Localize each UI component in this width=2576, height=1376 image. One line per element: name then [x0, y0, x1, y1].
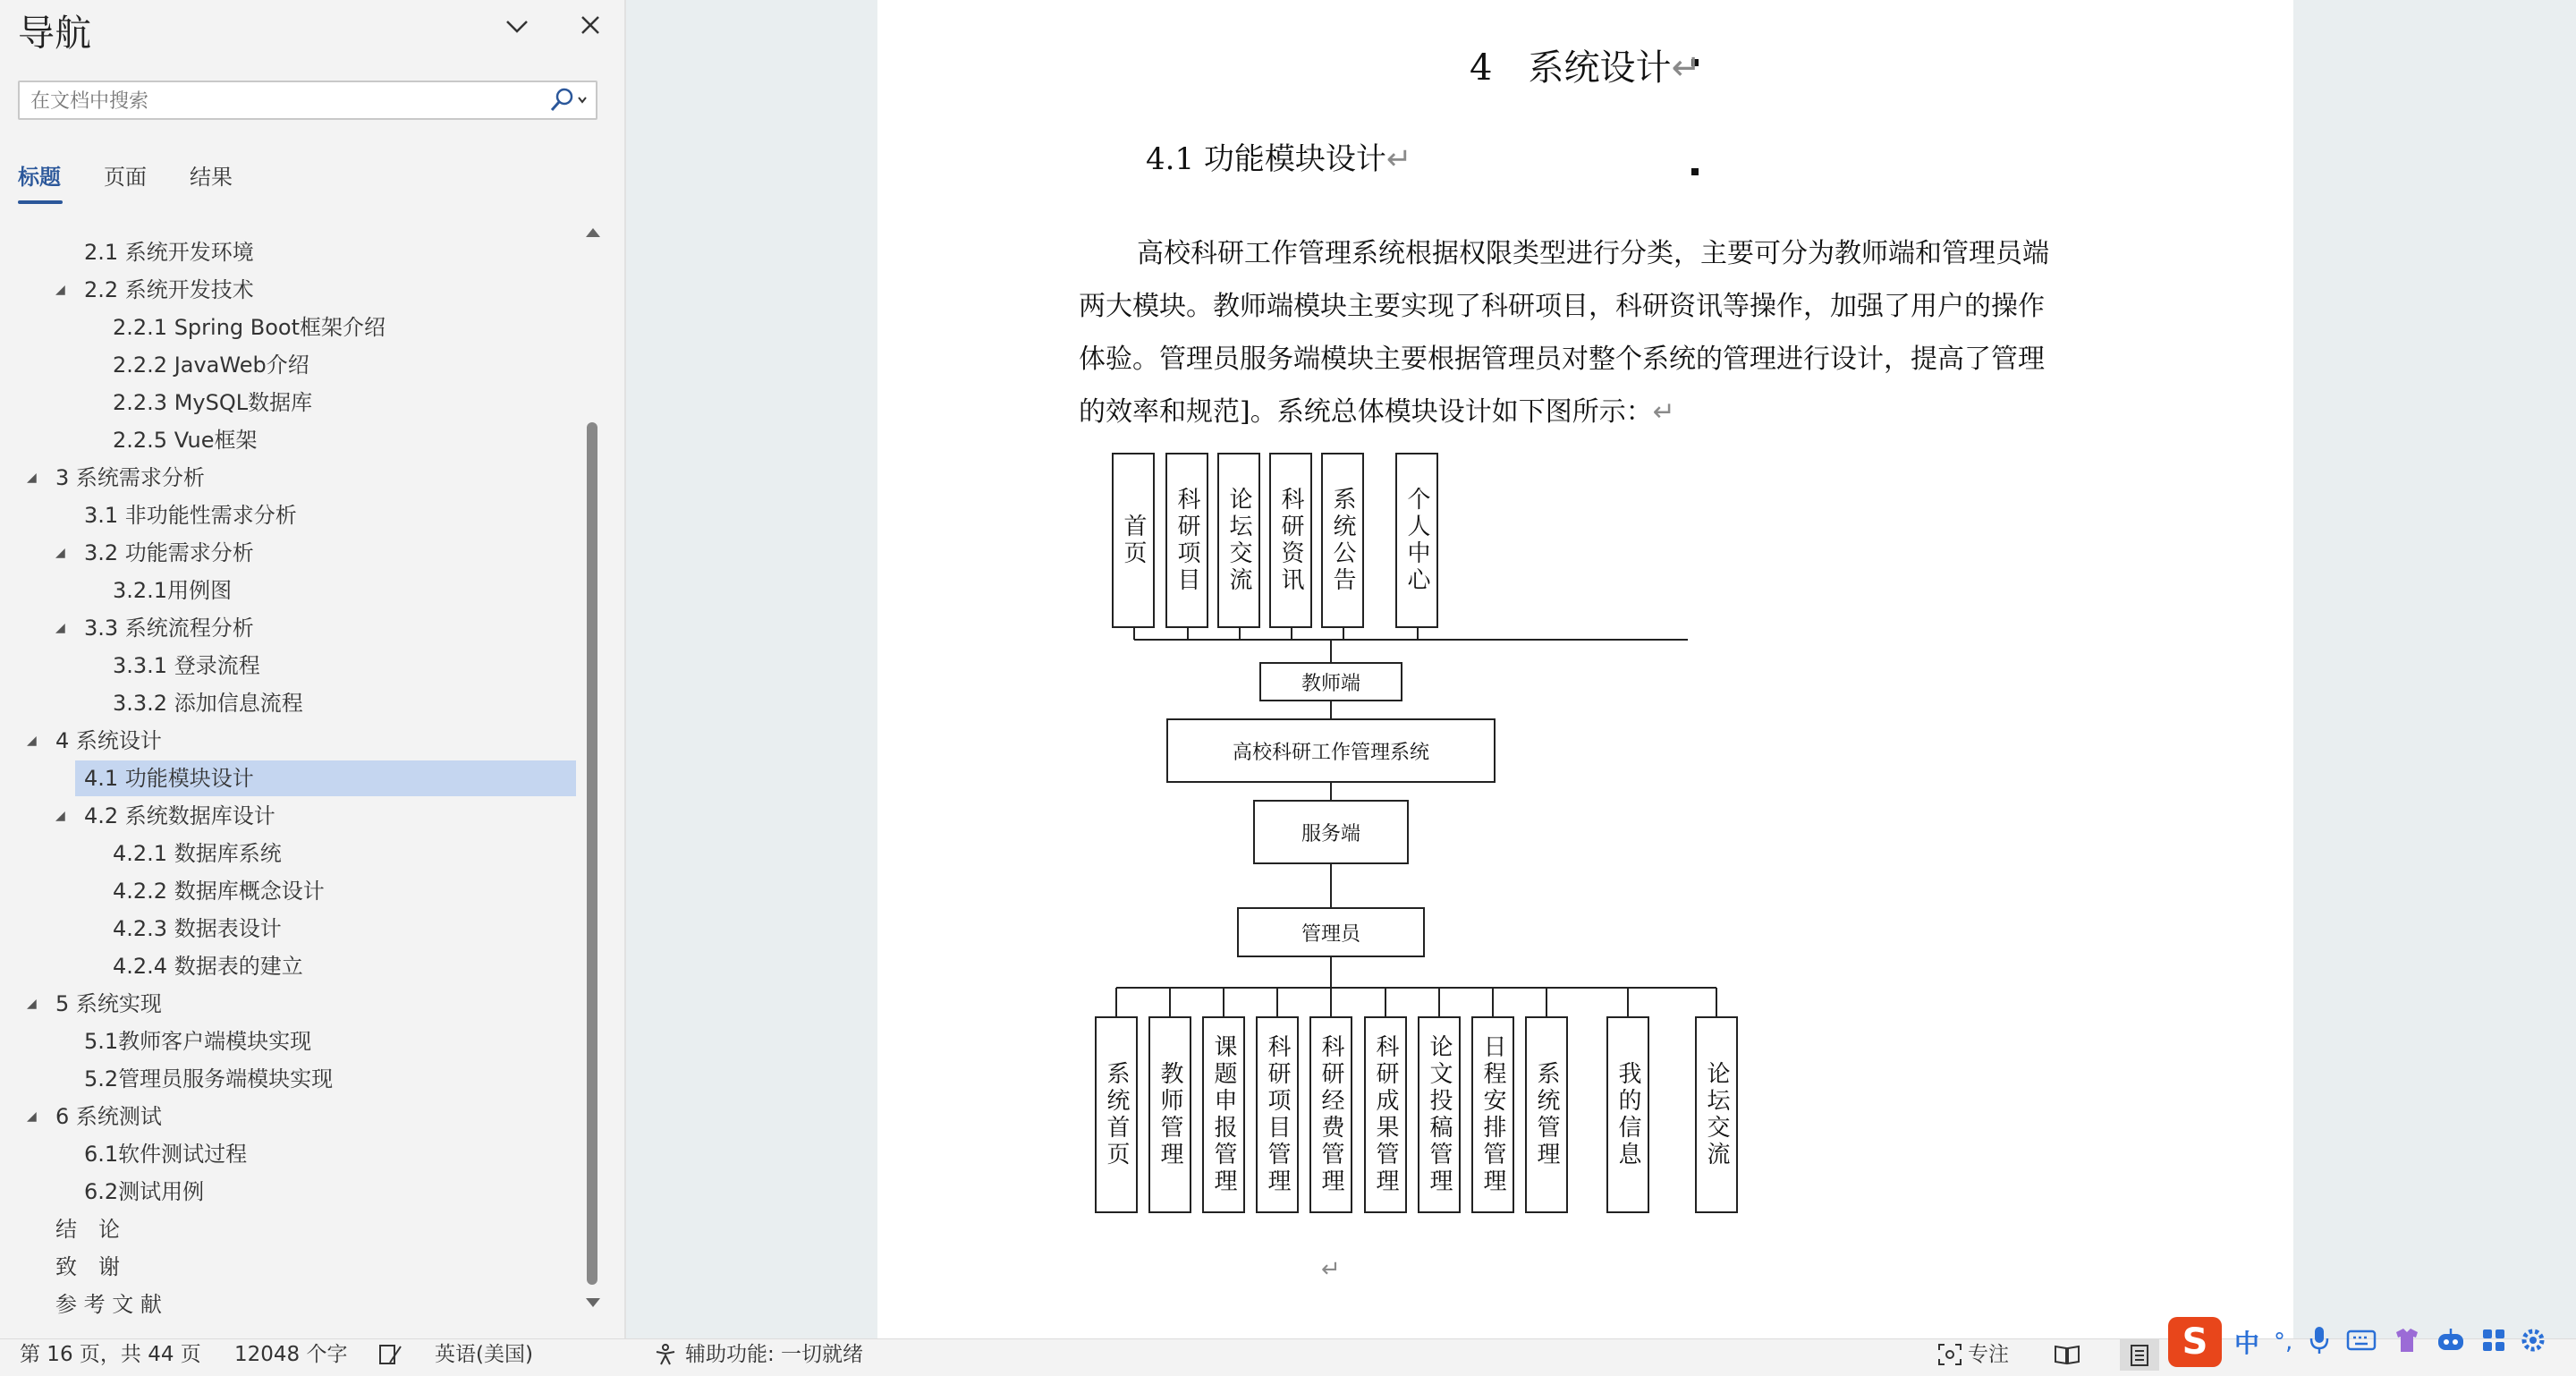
outline-item[interactable]	[0, 1211, 581, 1247]
outline-item-label: 2.2.5 Vue框架	[113, 428, 258, 453]
outline-item-label: 4 系统设计	[55, 728, 162, 753]
return-mark: ↵	[1385, 141, 1412, 177]
scroll-thumb[interactable]	[587, 422, 597, 1285]
body-paragraph-line: 两大模块。教师端模块主要实现了科研项目，科研资讯等操作，加强了用户的操作	[1079, 291, 2045, 322]
outline-item[interactable]	[0, 1024, 581, 1059]
tab-headings[interactable]: 标题	[18, 165, 61, 190]
outline-item-label: 2.1 系统开发环境	[84, 240, 254, 265]
outline-item[interactable]	[0, 272, 581, 308]
outline-item-label: 参 考 文 献	[55, 1292, 162, 1317]
outline-item[interactable]	[0, 1061, 581, 1097]
teacher-node	[1259, 662, 1402, 701]
outline-item-label: 致 谢	[55, 1254, 120, 1279]
outline-item-label: 5 系统实现	[55, 991, 162, 1016]
outline-item-label: 3 系统需求分析	[55, 465, 205, 490]
outline-item[interactable]	[0, 1099, 581, 1134]
module-label: 首页	[1120, 514, 1147, 567]
microphone-icon[interactable]	[2309, 1325, 2330, 1359]
read-mode-icon[interactable]	[2054, 1344, 2080, 1375]
teacher-module-box	[1321, 453, 1364, 628]
module-label: 论坛交流	[1703, 1061, 1730, 1168]
document-canvas[interactable]	[626, 0, 2576, 1338]
outline-scrollbar[interactable]	[583, 224, 605, 1313]
collapse-triangle-icon[interactable]: ◢	[55, 809, 65, 823]
outline-item[interactable]	[0, 648, 581, 684]
teacher-module-box	[1165, 453, 1208, 628]
admin-module-box	[1364, 1016, 1407, 1213]
collapse-triangle-icon[interactable]: ◢	[55, 546, 65, 560]
outline-item[interactable]	[0, 911, 581, 947]
outline-item-label: 5.1教师客户端模块实现	[84, 1029, 312, 1054]
admin-module-box	[1309, 1016, 1352, 1213]
collapse-triangle-icon[interactable]: ◢	[55, 283, 65, 297]
outline-item-label: 3.3.2 添加信息流程	[113, 691, 303, 716]
module-label: 系统公告	[1329, 487, 1356, 594]
return-mark: ↵	[1321, 1256, 1341, 1283]
ime-toolbar	[2168, 1315, 2546, 1369]
search-box	[18, 81, 597, 120]
node-label: 管理员	[1301, 922, 1360, 946]
module-label: 科研成果管理	[1372, 1034, 1399, 1195]
root-node	[1166, 718, 1496, 783]
server-node	[1253, 800, 1409, 864]
settings-gear-icon[interactable]	[2520, 1327, 2546, 1357]
admin-module-box	[1256, 1016, 1299, 1213]
active-tab-indicator	[18, 200, 63, 204]
outline-item-label: 4.2 系统数据库设计	[84, 803, 275, 828]
module-label: 日程安排管理	[1479, 1034, 1506, 1195]
module-label: 系统管理	[1533, 1061, 1560, 1168]
chevron-down-icon[interactable]	[501, 11, 533, 43]
outline-item[interactable]	[0, 610, 581, 646]
outline-item-label: 2.2.3 MySQL数据库	[113, 390, 313, 415]
outline-item[interactable]	[0, 422, 581, 458]
outline-item-label: 3.3 系统流程分析	[84, 616, 254, 641]
collapse-triangle-icon[interactable]: ◢	[27, 1109, 37, 1124]
admin-module-box	[1471, 1016, 1514, 1213]
outline-item-label: 3.3.1 登录流程	[113, 653, 260, 678]
outline-item[interactable]	[0, 836, 581, 871]
outline-item[interactable]	[0, 760, 581, 796]
outline-item-label: 2.2 系统开发技术	[84, 277, 254, 302]
tab-results[interactable]: 结果	[190, 165, 233, 190]
outline-item-label: 3.1 非功能性需求分析	[84, 503, 297, 528]
keyboard-icon[interactable]	[2346, 1329, 2377, 1355]
sogou-logo-icon[interactable]: S	[2168, 1317, 2222, 1367]
navigation-pane	[0, 0, 626, 1338]
outline-item[interactable]	[0, 573, 581, 608]
heading-outline	[0, 224, 581, 1317]
apps-grid-icon[interactable]	[2480, 1327, 2507, 1357]
teacher-module-box	[1269, 453, 1312, 628]
word-count[interactable]: 12048 个字	[234, 1343, 348, 1366]
collapse-triangle-icon[interactable]: ◢	[27, 734, 37, 748]
outline-item[interactable]	[0, 460, 581, 496]
tab-pages[interactable]: 页面	[104, 165, 147, 190]
outline-item[interactable]	[0, 310, 581, 345]
body-paragraph-line: 高校科研工作管理系统根据权限类型进行分类，主要可分为教师端和管理员端	[1137, 238, 2049, 269]
module-label: 科研经费管理	[1318, 1034, 1344, 1195]
outline-item-label: 结 论	[55, 1217, 120, 1242]
focus-mode[interactable]: 专注	[1968, 1343, 2009, 1366]
print-layout-icon[interactable]	[2120, 1339, 2159, 1371]
module-label: 科研项目管理	[1264, 1034, 1291, 1195]
scroll-up-icon[interactable]	[585, 227, 601, 238]
outline-item-label: 4.2.2 数据库概念设计	[113, 879, 325, 904]
ime-language[interactable]: 中	[2234, 1329, 2260, 1358]
teacher-module-box	[1112, 453, 1155, 628]
admin-node	[1237, 907, 1425, 957]
node-label: 高校科研工作管理系统	[1232, 741, 1429, 764]
module-label: 论坛交流	[1225, 487, 1252, 594]
admin-module-box	[1202, 1016, 1245, 1213]
diagram-connectors	[877, 0, 2293, 1338]
module-label: 论文投稿管理	[1426, 1034, 1453, 1195]
scroll-down-icon[interactable]	[585, 1297, 601, 1308]
node-label: 服务端	[1301, 822, 1360, 845]
outline-item[interactable]	[0, 1249, 581, 1285]
module-label: 个人中心	[1403, 487, 1430, 594]
body-paragraph-line: 体验。管理员服务端模块主要根据管理员对整个系统的管理进行设计，提高了管理	[1079, 344, 2045, 375]
outline-item[interactable]	[0, 1136, 581, 1172]
admin-module-box	[1095, 1016, 1138, 1213]
admin-module-box	[1695, 1016, 1738, 1213]
module-label: 教师管理	[1157, 1061, 1183, 1168]
outline-item-label: 6.1软件测试过程	[84, 1142, 248, 1167]
return-mark: ↵	[1652, 396, 1675, 428]
outline-item-label: 3.2 功能需求分析	[84, 540, 254, 565]
teacher-module-box	[1395, 453, 1438, 628]
outline-item-label: 6 系统测试	[55, 1104, 162, 1129]
outline-item[interactable]	[0, 723, 581, 759]
return-mark: ↵	[1671, 47, 1701, 89]
outline-item-label: 3.2.1用例图	[113, 578, 233, 603]
search-input[interactable]	[29, 86, 533, 116]
heading-1-text: 4 系统设计	[1470, 47, 1672, 89]
outline-item[interactable]	[0, 234, 581, 270]
module-label: 我的信息	[1614, 1061, 1641, 1168]
admin-module-box	[1606, 1016, 1649, 1213]
collapse-triangle-icon[interactable]: ◢	[27, 471, 37, 485]
outline-item[interactable]	[0, 385, 581, 420]
outline-item[interactable]	[0, 535, 581, 571]
module-label: 科研项目	[1174, 487, 1200, 594]
document-page[interactable]	[877, 0, 2293, 1338]
outline-item[interactable]	[0, 347, 581, 383]
outline-item-label: 2.2.2 JavaWeb介绍	[113, 352, 309, 378]
outline-item[interactable]	[0, 1287, 581, 1322]
skin-icon[interactable]	[2393, 1327, 2421, 1357]
outline-item-label: 5.2管理员服务端模块实现	[84, 1066, 334, 1091]
outline-item[interactable]	[0, 685, 581, 721]
accessibility-status[interactable]: 辅助功能: 一切就绪	[685, 1343, 864, 1366]
node-label: 教师端	[1301, 672, 1360, 695]
teacher-module-box	[1217, 453, 1260, 628]
module-label: 科研资讯	[1277, 487, 1304, 594]
close-icon[interactable]	[574, 9, 606, 41]
outline-item-label: 4.2.3 数据表设计	[113, 916, 282, 941]
outline-item-label: 6.2测试用例	[84, 1179, 205, 1204]
admin-module-box	[1525, 1016, 1568, 1213]
page-count[interactable]: 第 16 页，共 44 页	[20, 1343, 201, 1366]
outline-item[interactable]	[0, 873, 581, 909]
search-icon[interactable]	[542, 84, 592, 116]
outline-item-label: 4.2.4 数据表的建立	[113, 954, 303, 979]
outline-item[interactable]	[0, 497, 581, 533]
robot-icon[interactable]	[2436, 1327, 2466, 1357]
collapse-triangle-icon[interactable]: ◢	[55, 621, 65, 635]
admin-module-box	[1148, 1016, 1191, 1213]
module-label: 课题申报管理	[1210, 1034, 1237, 1195]
ime-punctuation[interactable]: °,	[2274, 1329, 2293, 1355]
outline-item-label: 4.1 功能模块设计	[84, 766, 254, 791]
language[interactable]: 英语(美国)	[435, 1343, 533, 1366]
heading-2-text: 4.1 功能模块设计	[1146, 141, 1386, 177]
outline-item[interactable]	[0, 1174, 581, 1210]
body-paragraph-text: 的效率和规范]。系统总体模块设计如下图所示：	[1079, 396, 1653, 428]
collapse-triangle-icon[interactable]: ◢	[27, 997, 37, 1011]
module-label: 系统首页	[1103, 1061, 1130, 1168]
outline-item[interactable]	[0, 986, 581, 1022]
nav-title: 导航	[18, 12, 91, 55]
outline-item-label: 2.2.1 Spring Boot框架介绍	[113, 315, 386, 340]
admin-module-box	[1418, 1016, 1461, 1213]
outline-item[interactable]	[0, 798, 581, 834]
outline-item[interactable]	[0, 948, 581, 984]
outline-item-label: 4.2.1 数据库系统	[113, 841, 282, 866]
